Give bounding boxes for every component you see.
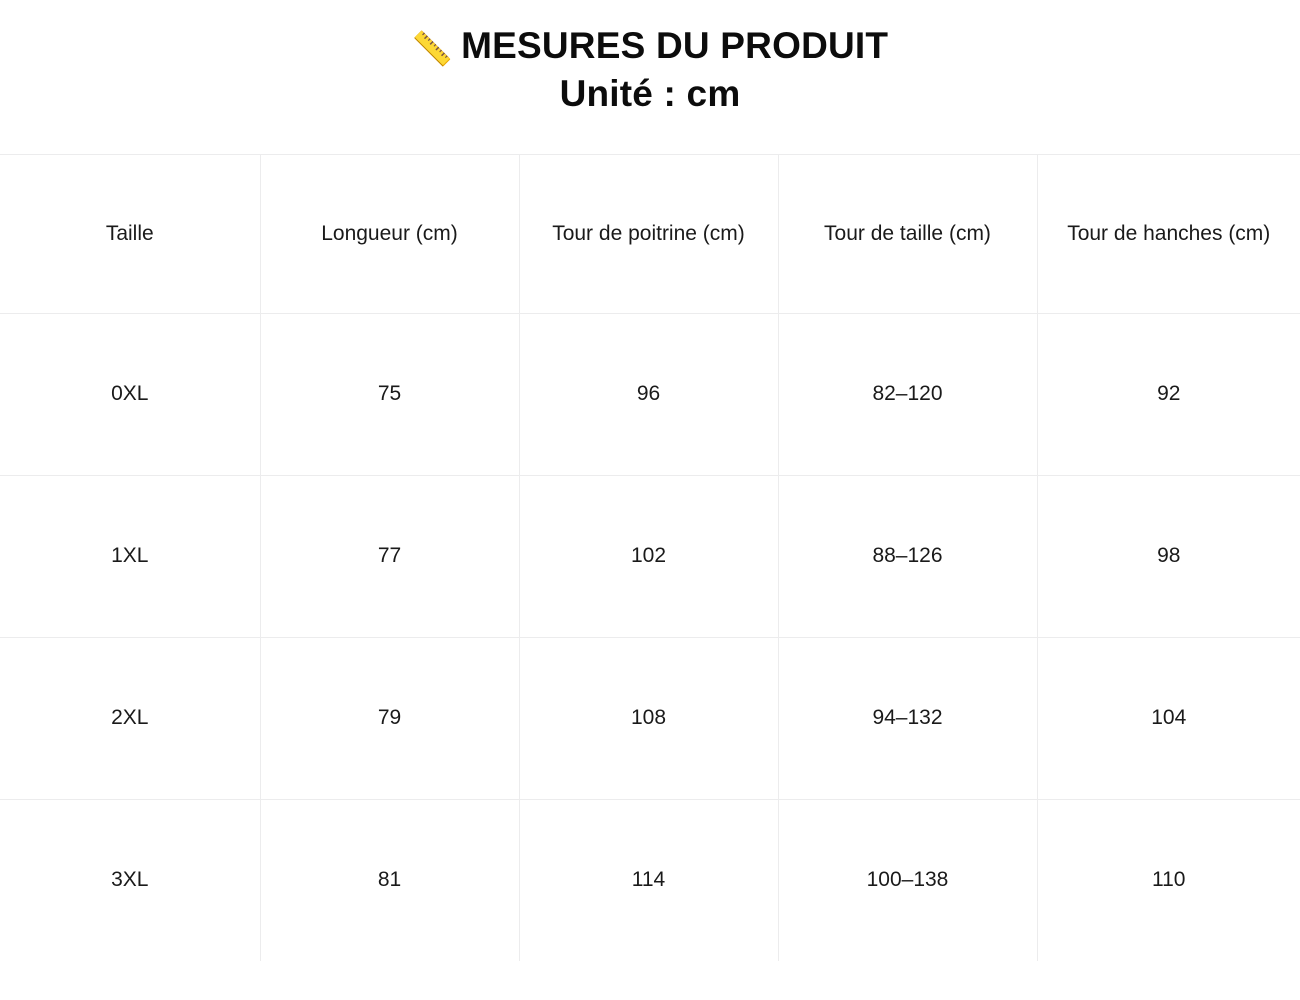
cell-length: 81 [260, 799, 519, 961]
title-text: MESURES DU PRODUIT [461, 25, 889, 66]
cell-size: 3XL [0, 799, 260, 961]
cell-hip: 110 [1037, 799, 1300, 961]
cell-size: 2XL [0, 637, 260, 799]
cell-size: 1XL [0, 475, 260, 637]
ruler-icon: 📏 [411, 30, 454, 67]
table-row [0, 475, 1300, 637]
cell-size: 0XL [0, 313, 260, 475]
column-header-tour-de-poitrine: Tour de poitrine (cm) [519, 154, 778, 313]
cell-length: 79 [260, 637, 519, 799]
cell-waist: 82–120 [778, 313, 1037, 475]
title-line-unit: Unité : cm [559, 73, 741, 115]
cell-chest: 114 [519, 799, 778, 961]
table-row [0, 637, 1300, 799]
cell-waist: 94–132 [778, 637, 1037, 799]
cell-length: 77 [260, 475, 519, 637]
measurements-table [0, 154, 1300, 961]
table-row [0, 799, 1300, 961]
cell-chest: 108 [519, 637, 778, 799]
column-header-tour-de-taille: Tour de taille (cm) [778, 154, 1037, 313]
title-line-primary [0, 22, 1300, 70]
page-title [0, 0, 1300, 118]
table-row [0, 313, 1300, 475]
table-header-row [0, 154, 1300, 313]
cell-chest: 102 [519, 475, 778, 637]
column-header-longueur: Longueur (cm) [260, 154, 519, 313]
column-header-taille: Taille [0, 154, 260, 313]
cell-hip: 92 [1037, 313, 1300, 475]
cell-hip: 104 [1037, 637, 1300, 799]
cell-waist: 88–126 [778, 475, 1037, 637]
column-header-tour-de-hanches: Tour de hanches (cm) [1037, 154, 1300, 313]
cell-hip: 98 [1037, 475, 1300, 637]
cell-waist: 100–138 [778, 799, 1037, 961]
cell-chest: 96 [519, 313, 778, 475]
cell-length: 75 [260, 313, 519, 475]
